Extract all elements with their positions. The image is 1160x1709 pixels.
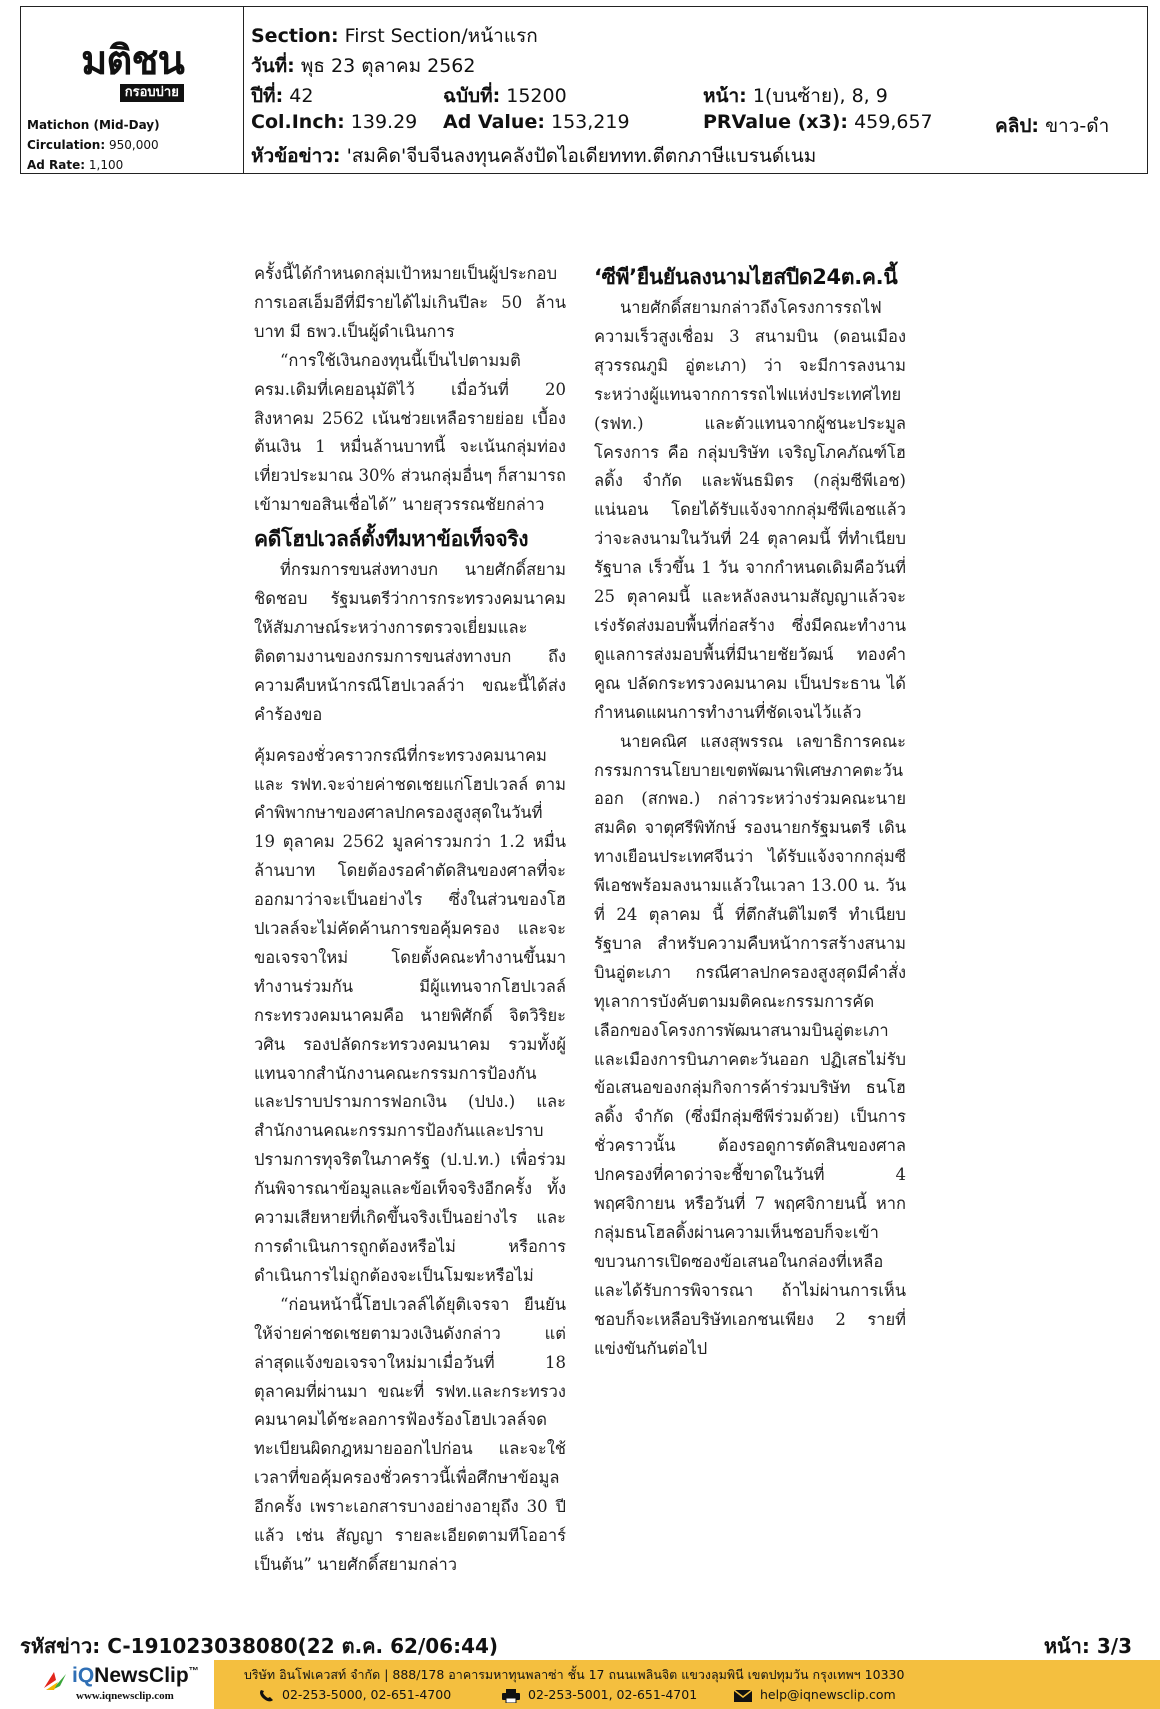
matichon-logo xyxy=(81,38,184,102)
prvalue-line xyxy=(703,111,933,133)
page-line xyxy=(703,81,888,111)
prvalue-label: PRValue (x3): xyxy=(703,111,849,133)
fax-item xyxy=(502,1687,697,1703)
section-line xyxy=(251,21,538,51)
section-label: Section: xyxy=(251,25,339,47)
news-id: รหัสข่าว: C-191023038080(22 ต.ค. 62/06:44) xyxy=(20,1634,499,1658)
issue-label: ฉบับที่: xyxy=(443,85,501,107)
publication-name: Matichon (Mid-Day) xyxy=(27,118,160,132)
ad-rate-value: 1,100 xyxy=(88,158,124,172)
email-item xyxy=(734,1687,896,1702)
article-paragraph: “การใช้เงินกองทุนนี้เป็นไปตามมติ ครม.เดิมที่เคยอนุมัติไว้ เมื่อวันที่ 20 สิงหาคม 2562 เน้นช่วยเหลือรายย่อย เบื้องต้นเงิน 1 หมื่นล้านบาทนี้ จะเน้นกลุ่มท่องเที่ยวประมาณ 30% ส่วนกลุ่มอื่นๆ ก็สามารถเข้ามาขอสินเชื่อได้” นายสุวรรณชัยกล่าว xyxy=(254,350,566,515)
headline-value: 'สมคิด'จีบจีนลงทุนคลังปัดไอเดียททท.ตีตกภาษีแบรนด์เนม xyxy=(346,145,817,167)
article-paragraph: นายศักดิ์สยามกล่าวถึงโครงการรถไฟความเร็วสูงเชื่อม 3 สนามบิน (ดอนเมือง สุวรรณภูมิ อู่ตะเภา) ว่า จะมีการลงนามระหว่างผู้แทนจากการรถไฟแห่งประเทศไทย (รฟท.) และตัวแทนจากผู้ชนะประมูลโครงการ คือ กลุ่มบริษัท เจริญโภคภัณฑ์โฮลดิ้ง จำกัด และพันธมิตร (กลุ่มซีพีเอช) แน่นอน โดยได้รับแจ้งจากกลุ่มซีพีเอชแล้วว่าจะลงนามในวันที่ 24 ตุลาคมนี้ ที่ทำเนียบรัฐบาล เร็วขึ้น 1 วัน จากกำหนดเดิมคือวันที่ 25 ตุลาคมนี้ และหลังลงนามสัญญาแล้วจะเร่งรัดส่งมอบพื้นที่ก่อสร้าง ซึ่งมีคณะทำงานดูแลการส่งมอบพื้นที่มีนายชัยวัฒน์ ทองคำคูณ ปลัดกระทรวงคมนาคม เป็นประธาน ได้กำหนดแผนการทำงานที่ชัดเจนไว้แล้ว xyxy=(594,298,906,722)
colinch-line xyxy=(251,111,417,133)
fax-icon xyxy=(502,1689,520,1703)
clip-value: ขาว-ดำ xyxy=(1045,115,1110,137)
contact-info xyxy=(214,1660,1160,1709)
issue-line xyxy=(443,81,567,111)
article-paragraph: ครั้งนี้ได้กำหนดกลุ่มเป้าหมายเป็นผู้ประกอบการเอสเอ็มอีที่มีรายได้ไม่เกินปีละ 50 ล้านบาท มี ธพว.เป็นผู้ดำเนินการ xyxy=(254,264,566,341)
colinch-value: 139.29 xyxy=(350,111,418,133)
section-value: First Section/หน้าแรก xyxy=(344,25,538,47)
logo-main-text: มติชน xyxy=(81,38,184,84)
article-paragraph: คุ้มครองชั่วคราวกรณีที่กระทรวงคมนาคม และ รฟท.จะจ่ายค่าชดเชยแก่โฮปเวลล์ ตามคำพิพากษาของศาลปกครองสูงสุดในวันที่ 19 ตุลาคม 2562 มูลค่ารวมกว่า 1.2 หมื่นล้านบาท โดยต้องรอคำตัดสินของศาลที่จะออกมาว่าจะเป็นอย่างไร ซึ่งในส่วนของโฮปเวลล์จะไม่คัดค้านการขอคุ้มครอง และจะขอเจรจาใหม่ โดยตั้งคณะทำงานขึ้นมาทำงานร่วมกัน มีผู้แทนจากโฮปเวลล์ กระทรวงคมนาคมคือ นายพิศักดิ์ จิตวิริยะวศิน รองปลัดกระทรวงคมนาคม รวมทั้งผู้แทนจากสำนักงานคณะกรรมการป้องกันและปราบปรามการฟอกเงิน (ปปง.) และสำนักงานคณะกรรมการป้องกันและปราบปรามการทุจริตในภาครัฐ (ป.ป.ท.) เพื่อร่วมกันพิจารณาข้อมูลและข้อเท็จจริงอีกครั้ง ทั้งความเสียหายที่เกิดขึ้นจริงเป็นอย่างไร และการดำเนินการถูกต้องหรือไม่ หรือการดำเนินการไม่ถูกต้องจะเป็นโมฆะหรือไม่ xyxy=(254,745,566,1285)
brand-newsclip: NewsClip xyxy=(94,1664,189,1687)
headline-label: หัวข้อข่าว: xyxy=(251,145,341,167)
page-number: หน้า: 3/3 xyxy=(1043,1634,1132,1658)
ad-rate-label: Ad Rate: xyxy=(27,158,86,172)
iqnewsclip-logo xyxy=(40,1662,210,1707)
email-address: help@iqnewsclip.com xyxy=(760,1687,896,1702)
phone-item xyxy=(258,1687,451,1703)
phone-icon xyxy=(258,1689,274,1703)
article-paragraph: นายคณิศ แสงสุพรรณ เลขาธิการคณะกรรมการนโยบายเขตพัฒนาพิเศษภาคตะวันออก (สกพอ.) กล่าวระหว่างร่วมคณะนายสมคิด จาตุศรีพิทักษ์ รองนายกรัฐมนตรี เดินทางเยือนประเทศจีนว่า ได้รับแจ้งจากกลุ่มซีพีเอชพร้อมลงนามแล้วในเวลา 13.00 น. วันที่ 24 ตุลาคม นี้ ที่ตึกสันติไมตรี ทำเนียบรัฐบาล สำหรับความคืบหน้าการสร้างสนามบินอู่ตะเภา กรณีศาลปกครองสูงสุดมีคำสั่งทุเลาการบังคับตามมติคณะกรรมการคัดเลือกของโครงการพัฒนาสนามบินอู่ตะเภาและเมืองการบินภาคตะวันออก ปฏิเสธไม่รับข้อเสนอของกลุ่มกิจการค้าร่วมบริษัท ธนโฮลดิ้ง จำกัด (ซึ่งมีกลุ่มซีพีร่วมด้วย) เป็นการชั่วคราวนั้น ต้องรอดูการตัดสินของศาลปกครองที่คาดว่าจะชี้ขาดในวันที่ 4 พฤศจิกายน หรือวันที่ 7 พฤศจิกายนนี้ หากกลุ่มธนโฮลดิ้งผ่านความเห็นชอบก็จะเข้าขบวนการเปิดซองข้อเสนอในกล่องที่เหลือ และได้รับการพิจารณา ถ้าไม่ผ่านการเห็นชอบก็จะเหลือบริษัทเอกชนเพียง 2 รายที่แข่งขันกันต่อไป xyxy=(594,731,906,1358)
phone-numbers: 02-253-5000, 02-651-4700 xyxy=(282,1687,452,1702)
issue-value: 15200 xyxy=(506,85,567,107)
circulation-label: Circulation: xyxy=(27,138,106,152)
date-line xyxy=(251,51,475,81)
article-paragraph: “ก่อนหน้านี้โฮปเวลล์ได้ยุติเจรจา ยืนยันให้จ่ายค่าชดเชยตามวงเงินดังกล่าว แต่ล่าสุดแจ้งขอเจรจาใหม่มาเมื่อวันที่ 18 ตุลาคมที่ผ่านมา ขณะที่ รฟท.และกระทรวงคมนาคมได้ชะลอการฟ้องร้องโฮปเวลล์จดทะเบียนผิดกฎหมายออกไปก่อน และจะใช้เวลาที่ขอคุ้มครองชั่วคราวนี้เพื่อศึกษาข้อมูลอีกครั้ง เพราะเอกสารบางอย่างอายุถึง 30 ปีแล้ว เช่น สัญญา รายละเอียดตามทีโออาร์ เป็นต้น” นายศักดิ์สยามกล่าว xyxy=(254,1294,566,1574)
brand-iq: iQ xyxy=(72,1664,95,1687)
publication-meta xyxy=(27,115,160,175)
footer-bar xyxy=(0,1660,1160,1709)
article-subheading: คดีโฮปเวลล์ตั้งทีมหาข้อเท็จจริง xyxy=(254,527,529,552)
fax-numbers: 02-253-5001, 02-651-4701 xyxy=(528,1687,698,1702)
advalue-line xyxy=(443,111,630,133)
headline-line xyxy=(251,141,816,171)
clip-label: คลิป: xyxy=(995,115,1040,137)
colinch-label: Col.Inch: xyxy=(251,111,345,133)
article-paragraph: ที่กรมการขนส่งทางบก นายศักดิ์สยาม ชิดชอบ รัฐมนตรีว่าการกระทรวงคมนาคม ให้สัมภาษณ์ระหว่างการตรวจเยี่ยมและติดตามงานของกรมการขนส่งทางบก ถึงความคืบหน้ากรณีโฮปเวลล์ว่า ขณะนี้ได้ส่งคำร้องขอ xyxy=(254,560,566,724)
year-value: 42 xyxy=(289,85,314,107)
page-label: หน้า: xyxy=(703,85,747,107)
article-column-left xyxy=(254,260,566,1580)
advalue-value: 153,219 xyxy=(550,111,630,133)
brand-url: www.iqnewsclip.com xyxy=(76,1690,174,1702)
article-subheading: ‘ซีพี’ยืนยันลงนามไฮสปีด24ต.ค.นี้ xyxy=(594,265,898,289)
year-label: ปีที่: xyxy=(251,85,284,107)
brand-tm: ™ xyxy=(188,1666,199,1677)
clip-header xyxy=(20,6,1148,174)
date-value: พุธ 23 ตุลาคม 2562 xyxy=(300,55,476,77)
company-address: บริษัท อินโฟเควสท์ จำกัด | 888/178 อาคารมหาทุนพลาซ่า ชั้น 17 ถนนเพลินจิต แขวงลุมพินี เขตปทุมวัน กรุงเทพฯ 10330 xyxy=(244,1667,905,1682)
year-line xyxy=(251,81,313,111)
advalue-label: Ad Value: xyxy=(443,111,545,133)
clip-line xyxy=(995,111,1109,141)
article-column-right xyxy=(594,262,906,1364)
logo-sub-text: กรอบบ่าย xyxy=(120,84,184,102)
circulation-value: 950,000 xyxy=(108,138,159,152)
prvalue-value: 459,657 xyxy=(854,111,933,133)
mail-icon xyxy=(734,1690,752,1702)
publication-panel xyxy=(21,7,244,173)
page-value: 1(บนซ้าย), 8, 9 xyxy=(752,85,888,107)
date-label: วันที่: xyxy=(251,55,295,77)
brand-text xyxy=(72,1664,199,1688)
leaf-icon xyxy=(42,1668,68,1692)
